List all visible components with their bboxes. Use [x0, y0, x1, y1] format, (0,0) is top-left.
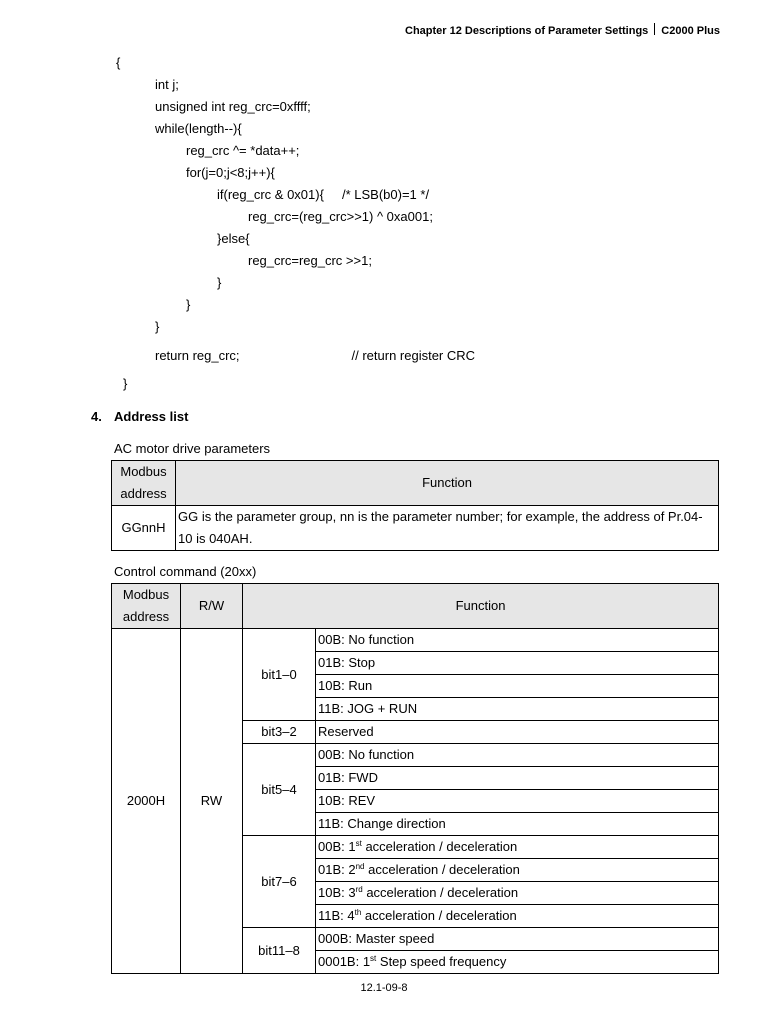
cell-function-option [316, 836, 719, 859]
control-command-table [111, 583, 719, 974]
cell-function-option [316, 859, 719, 882]
table2-caption: Control command (20xx) [114, 564, 257, 579]
code-line: reg_crc=reg_crc >>1; [248, 253, 372, 268]
table1-caption: AC motor drive parameters [114, 441, 271, 456]
code-line: } [217, 275, 222, 290]
cell-function-option: 01B: Stop [316, 652, 719, 675]
cell-function-option: 10B: Run [316, 675, 719, 698]
cell-address: 2000H [112, 629, 181, 974]
cell-bit-range: bit1–0 [243, 629, 316, 721]
cell-function-option: Reserved [316, 721, 719, 744]
table-row [112, 629, 719, 652]
code-line: reg_crc ^= *data++; [186, 143, 300, 158]
cell-bit-range: bit3–2 [243, 721, 316, 744]
code-line: } [123, 376, 128, 391]
cell-function-option: 000B: Master speed [316, 928, 719, 951]
code-line: reg_crc=(reg_crc>>1) ^ 0xa001; [248, 209, 433, 224]
cell-bit-range: bit7–6 [243, 836, 316, 928]
cell-rw: RW [181, 629, 243, 974]
code-line: if(reg_crc & 0x01){ /* LSB(b0)=1 */ [217, 187, 430, 202]
ordinal-suffix: th [354, 908, 362, 917]
code-line: } [155, 319, 160, 334]
chapter-title: Chapter 12 Descriptions of Parameter Settings [405, 25, 649, 37]
option-text: 11B: 4 [318, 908, 355, 923]
header-modbus-address: Modbus address [112, 461, 176, 506]
option-text: 00B: 1 [318, 839, 356, 854]
header-function: Function [176, 461, 719, 506]
code-line: } [186, 297, 191, 312]
header-rw: R/W [181, 584, 243, 629]
option-text: acceleration / deceleration [361, 908, 517, 923]
code-line: unsigned int reg_crc=0xffff; [155, 99, 311, 114]
cell-function: GG is the parameter group, nn is the parameter number; for example, the address of Pr.04-10 is 040AH. [176, 506, 719, 551]
cell-function-option: 01B: FWD [316, 767, 719, 790]
cell-function-option: 11B: Change direction [316, 813, 719, 836]
cell-function-option: 00B: No function [316, 629, 719, 652]
section-number: 4. [91, 409, 102, 424]
ordinal-suffix: nd [355, 862, 365, 871]
table-row [112, 506, 719, 551]
code-line: }else{ [217, 231, 250, 246]
cell-bit-range: bit11–8 [243, 928, 316, 974]
page-number: 12.1-09-8 [360, 982, 408, 994]
cell-function-option [316, 905, 719, 928]
code-line: while(length--){ [155, 121, 242, 136]
cell-function-option: 10B: REV [316, 790, 719, 813]
parameters-address-table [111, 460, 719, 551]
option-text: 10B: 3 [318, 885, 356, 900]
ordinal-suffix: rd [355, 885, 363, 894]
code-line: { [116, 55, 121, 70]
code-line: for(j=0;j<8;j++){ [186, 165, 275, 180]
code-line: return reg_crc; // return register CRC [155, 348, 476, 363]
product-name: C2000 Plus [661, 25, 720, 37]
option-text: 01B: 2 [318, 862, 356, 877]
option-text: acceleration / deceleration [361, 839, 518, 854]
cell-function-option [316, 882, 719, 905]
section-heading [91, 406, 188, 428]
option-text: acceleration / deceleration [362, 885, 519, 900]
cell-address: GGnnH [112, 506, 176, 551]
header-function: Function [243, 584, 719, 629]
header-modbus-address: Modbus address [112, 584, 181, 629]
table-header-row [112, 584, 719, 629]
cell-function-option: 00B: No function [316, 744, 719, 767]
table-header-row [112, 461, 719, 506]
section-title: Address list [114, 409, 189, 424]
cell-bit-range: bit5–4 [243, 744, 316, 836]
running-header [405, 22, 720, 40]
cell-function-option: 11B: JOG + RUN [316, 698, 719, 721]
header-separator [654, 23, 655, 35]
cell-function-option [316, 951, 719, 974]
ordinal-suffix: st [355, 839, 362, 848]
option-text: acceleration / deceleration [364, 862, 520, 877]
option-text: 0001B: 1 [318, 954, 371, 969]
option-text: Step speed frequency [376, 954, 507, 969]
code-line: int j; [155, 77, 179, 92]
ordinal-suffix: st [370, 954, 377, 963]
